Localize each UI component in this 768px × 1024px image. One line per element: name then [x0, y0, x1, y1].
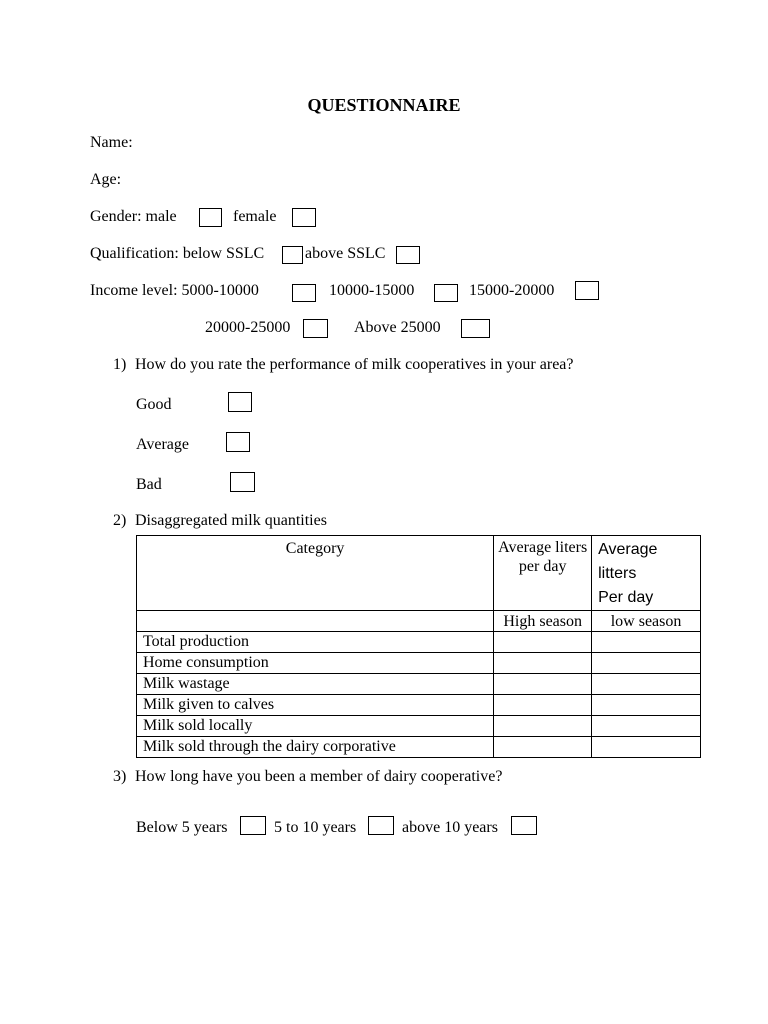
q3-option-above-10: above 10 years — [402, 819, 498, 836]
subheader-empty-cell — [137, 611, 494, 632]
q1-number: 1) — [113, 356, 127, 373]
income-2-label: 10000-15000 — [329, 282, 415, 299]
q3-5-to-10-checkbox[interactable] — [368, 816, 394, 835]
high-season-cell[interactable] — [494, 716, 592, 737]
income-3-label: 15000-20000 — [469, 282, 555, 299]
low-season-cell[interactable] — [592, 737, 701, 758]
row-label: Milk sold locally — [137, 716, 494, 737]
table-row — [137, 632, 701, 653]
qualification-label: Qualification: below SSLC — [90, 245, 265, 262]
low-season-cell[interactable] — [592, 695, 701, 716]
age-label: Age: — [90, 171, 122, 188]
row-label: Total production — [137, 632, 494, 653]
table-row — [137, 653, 701, 674]
income-2-checkbox[interactable] — [434, 284, 458, 302]
q3-number: 3) — [113, 768, 127, 785]
qualification-below-checkbox[interactable] — [282, 246, 303, 264]
row-label: Home consumption — [137, 653, 494, 674]
high-season-cell[interactable] — [494, 674, 592, 695]
income-5-label: Above 25000 — [354, 319, 441, 336]
low-season-cell[interactable] — [592, 674, 701, 695]
q2-text: Disaggregated milk quantities — [135, 512, 327, 529]
q1-good-checkbox[interactable] — [228, 392, 252, 412]
high-season-cell[interactable] — [494, 695, 592, 716]
q1-bad-checkbox[interactable] — [230, 472, 255, 492]
q1-average-checkbox[interactable] — [226, 432, 250, 452]
income-3-checkbox[interactable] — [575, 281, 599, 300]
page-title: QUESTIONNAIRE — [307, 95, 461, 115]
gender-male-checkbox[interactable] — [199, 208, 222, 227]
high-season-cell[interactable] — [494, 653, 592, 674]
header-avg-litters-line1: Average litters — [598, 541, 658, 582]
income-label: Income level: 5000-10000 — [90, 282, 259, 299]
table-row — [137, 674, 701, 695]
low-season-cell[interactable] — [592, 716, 701, 737]
milk-quantities-table — [136, 535, 701, 758]
q1-option-good: Good — [136, 396, 172, 413]
name-label: Name: — [90, 134, 133, 151]
gender-label: Gender: male — [90, 208, 177, 225]
q3-below-5-checkbox[interactable] — [240, 816, 266, 835]
q1-option-bad: Bad — [136, 476, 162, 493]
table-row — [137, 737, 701, 758]
row-label: Milk given to calves — [137, 695, 494, 716]
header-avg-litters-line2: Per day — [598, 589, 654, 606]
subheader-low-season: low season — [592, 611, 701, 632]
q1-option-average: Average — [136, 436, 189, 453]
low-season-cell[interactable] — [592, 632, 701, 653]
q3-text: How long have you been a member of dairy cooperative? — [135, 768, 503, 785]
qualification-above-label: above SSLC — [305, 245, 386, 262]
table-row — [137, 695, 701, 716]
q3-option-5-to-10: 5 to 10 years — [274, 819, 357, 836]
header-avg-liters: Average liters per day — [494, 536, 592, 611]
income-1-checkbox[interactable] — [292, 284, 316, 302]
income-4-checkbox[interactable] — [303, 319, 328, 338]
q3-option-below-5: Below 5 years — [136, 819, 228, 836]
q3-above-10-checkbox[interactable] — [511, 816, 537, 835]
table-subheader-row — [137, 611, 701, 632]
qualification-above-checkbox[interactable] — [396, 246, 420, 264]
table-row — [137, 716, 701, 737]
income-4-label: 20000-25000 — [205, 319, 291, 336]
table-header-row — [137, 536, 701, 611]
gender-female-checkbox[interactable] — [292, 208, 316, 227]
q1-text: How do you rate the performance of milk cooperatives in your area? — [135, 356, 574, 373]
header-category: Category — [137, 536, 494, 611]
gender-female-label: female — [233, 208, 277, 225]
income-5-checkbox[interactable] — [461, 319, 490, 338]
header-avg-litters — [592, 536, 701, 611]
row-label: Milk sold through the dairy corporative — [137, 737, 494, 758]
subheader-high-season: High season — [494, 611, 592, 632]
high-season-cell[interactable] — [494, 632, 592, 653]
q2-number: 2) — [113, 512, 127, 529]
row-label: Milk wastage — [137, 674, 494, 695]
low-season-cell[interactable] — [592, 653, 701, 674]
high-season-cell[interactable] — [494, 737, 592, 758]
